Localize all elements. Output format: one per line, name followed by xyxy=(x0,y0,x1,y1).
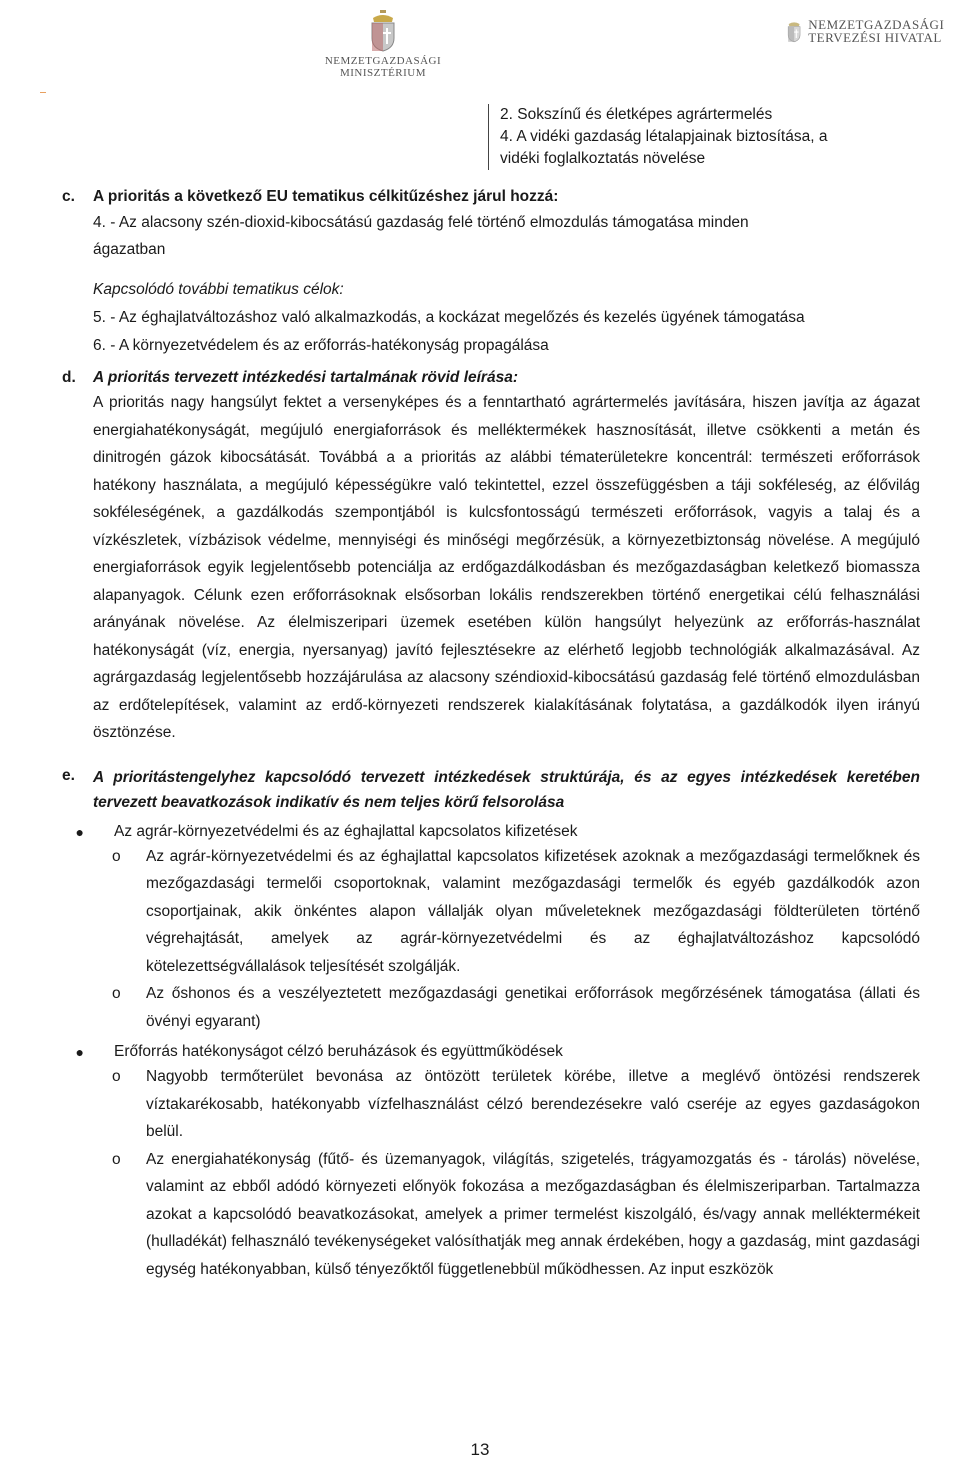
sub-list-item xyxy=(31,843,920,981)
circle-bullet-icon: o xyxy=(112,985,121,1002)
sub-list-item xyxy=(31,1063,920,1146)
section-c xyxy=(62,186,920,357)
section-c-related-title: Kapcsolódó további tematikus célok: xyxy=(93,281,344,298)
section-e-heading: A prioritástengelyhez kapcsolódó tervezett intézkedések struktúrája, és az egyes intézkedések keretében tervezett beavatkozások indikatív és nem teljes körű felsorolása xyxy=(93,768,920,811)
priority-line: 2. Sokszínű és életképes agrártermelés xyxy=(500,106,773,123)
section-e-list xyxy=(31,821,920,1284)
circle-bullet-icon: o xyxy=(112,1068,121,1085)
bullet-icon: ● xyxy=(75,823,84,840)
circle-bullet-icon: o xyxy=(112,1150,121,1168)
section-c-related-item: 6. - A környezetvédelem és az erőforrás-hatékonyság propagálása xyxy=(93,337,549,354)
section-d xyxy=(62,367,920,747)
sub-list-item-text: Az őshonos és a veszélyeztetett mezőgazdasági genetikai erőforrások megőrzésének támogatása (állati és övényi egyarant) xyxy=(146,985,920,1030)
logo-ministry xyxy=(318,10,448,79)
section-c-goal-line1: 4. - Az alacsony szén-dioxid-kibocsátású gazdaság felé történő elmozdulás támogatása minden xyxy=(93,214,749,231)
list-item-text: Az agrár-környezetvédelmi és az éghajlattal kapcsolatos kifizetések xyxy=(114,822,578,840)
section-d-paragraph: A prioritás nagy hangsúlyt fektet a versenyképes és a fenntartható agrártermelés javítására, hiszen javítja az ágazat energiahatékonyságát, megújuló energiaforrások és melléktermékek hasznosítását, illetve csökkenti a metán és dinitrogén gázok kibocsátását. Továbbá a a prioritás az alábbi tématerületekre koncentrál: természeti erőforrások hatékony használata, a megújuló képességükre való tekintettel, ezzel összefüggésben a táji sokféleség, az élővilág sokféleségének, a gazdálkodás szempontjából is kulcsfontosságú természeti erőforrások, vagyis a talaj és a vízkészletek, vízbázisok védelme, mennyiségi és minőségi megőrzésük, a környezetbiztonság növelése. A megújuló energiaforrások egyik legjelentősebb potenciálja az erdőgazdálkodásban és mezőgazdaságban keletkező biomassza alapanyagok. Célunk ezen erőforrásoknak elsősorban lokális rendszerekben történő energetikai célú felhasználási arányának növelése. Az élelmiszeripari üzemek esetében külön hangsúlyt helyezünk az erőforrás-használat hatékonyságát (víz, energia, nyersanyag) javító fejlesztésekre az elérhető legjobb technológiák alkalmazásával. Az agrárgazdaság legjelentősebb hozzájárulása az alacsony széndioxid-kibocsátású gazdaság felé történő elmozdulásban az erdőtelepítések, valamint az erdő-környezeti rendszerek kialakításának folytatása, a gazdálkodók ilyen irányú ösztönzése. xyxy=(93,394,920,741)
sub-list-item xyxy=(31,1146,920,1284)
logo-ministry-text: NEMZETGAZDASÁGI MINISZTÉRIUM xyxy=(324,55,442,79)
sub-list-item-text: Az energiahatékonyság (fűtő- és üzemanyagok, világítás, szigetelés, trágyamozgatás és - tárolás) növelése, valamint az ebből adódó környezeti előnyök fokozása a mezőgazdaságban és élelmiszeriparban. Tartalmazza azokat a kapcsolódó beavatkozásokat, amelyek a primer termelést kiszolgáló, és/vagy annak melléktermékeit (hulladékát) felhasználó tevékenységeket valósíthatják meg annak érdekében, hogy a gazdaság, mint gazdasági egység hatékonyabban, külső tényezőktől függetlenebbül működhessen. Az input eszközök xyxy=(146,1150,920,1278)
hungarian-crest-icon xyxy=(368,10,398,52)
section-d-label: d. xyxy=(62,369,76,386)
priority-list-box xyxy=(488,104,920,170)
hungarian-crest-icon xyxy=(786,10,802,52)
decorative-dash xyxy=(40,92,46,93)
sub-list-item-text: Az agrár-környezetvédelmi és az éghajlattal kapcsolatos kifizetések azoknak a mezőgazdasági termelőknek és mezőgazdasági termelői csoportoknak, valamint mezőgazdasági termelők és egyéb gazdálkodók azon csoportjainak, akik önkéntes alapon vállalják olyan műveleteknek mezőgazdasági földterületen történő végrehajtását, amelyek az agrár-környezetvédelmi és az éghajlatváltozáshoz kapcsolódó kötelezettségvállalások teljesítését szolgálják. xyxy=(146,847,920,975)
logo-planning-office xyxy=(786,10,956,52)
priority-line: 4. A vidéki gazdaság létalapjainak biztosítása, a xyxy=(500,128,828,145)
section-c-related-item: 5. - Az éghajlatváltozáshoz való alkalmazkodás, a kockázat megelőzés és kezelés ügyének támogatása xyxy=(93,309,805,326)
list-item xyxy=(31,1041,920,1063)
bullet-icon: ● xyxy=(75,1044,84,1060)
sub-list-item xyxy=(31,980,920,1035)
list-item xyxy=(31,821,920,843)
sub-list-item-text: Nagyobb termőterület bevonása az öntözött területek körébe, illetve a meglévő öntözési rendszerek víztakarékosabb, hatékonyabb vízfelhasználást célzó berendezésekre való cseréje az egyes gazdaságokon belül. xyxy=(146,1068,920,1140)
section-d-heading: A prioritás tervezett intézkedési tartalmának rövid leírása: xyxy=(93,369,518,386)
page-number: 13 xyxy=(470,1440,490,1459)
document-body xyxy=(62,186,920,1283)
circle-bullet-icon: o xyxy=(112,847,121,865)
logo-planning-office-text: NEMZETGAZDASÁGI TERVEZÉSI HIVATAL xyxy=(808,17,945,45)
section-e-label: e. xyxy=(62,766,75,784)
section-c-label: c. xyxy=(62,188,75,205)
section-c-goal-line2: ágazatban xyxy=(93,241,166,258)
list-item-text: Erőforrás hatékonyságot célzó beruházások és együttműködések xyxy=(114,1043,563,1060)
priority-line: vidéki foglalkoztatás növelése xyxy=(500,150,706,167)
section-c-heading: A prioritás a következő EU tematikus célkitűzéshez járul hozzá: xyxy=(93,188,559,205)
section-e xyxy=(62,765,920,815)
